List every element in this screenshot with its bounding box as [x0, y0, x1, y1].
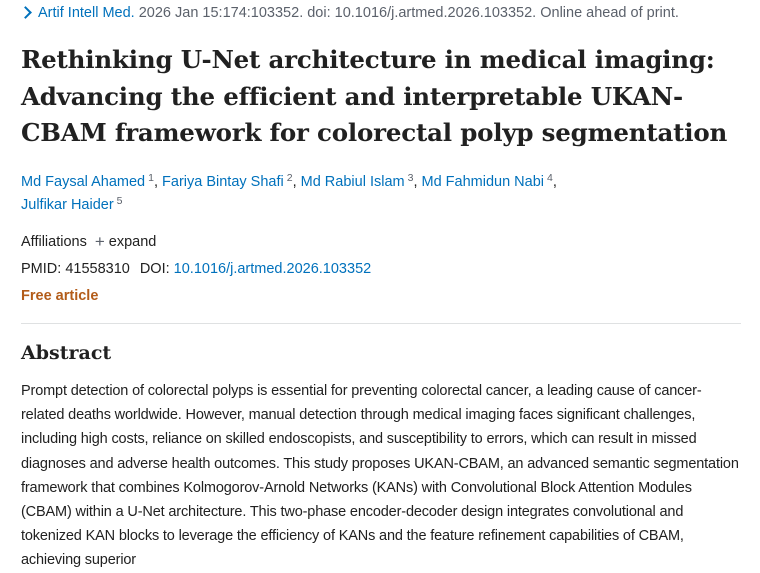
author-affiliation-number[interactable]: 2	[286, 172, 293, 184]
abstract-heading: Abstract	[21, 342, 112, 364]
author-affiliation-number[interactable]: 3	[407, 172, 414, 184]
free-article-badge: Free article	[21, 288, 99, 304]
author-link[interactable]: Fariya Bintay Shafi	[162, 174, 284, 190]
abstract-text: Prompt detection of colorectal polyps is essential for preventing colorectal cancer, a leading cause of cancer-related deaths worldwide. However, manual detection through medical imaging faces significant challenges, including high costs, reliance on skilled endoscopists, and susceptibility to errors, which can result in missed diagnoses and adverse health outcomes. This study proposes UKAN-CBAM, an advanced semantic segmentation framework that combines Kolmogorov-Arnold Networks (KANs) with Convolutional Block Attention Modules (CBAM) within a U-Net architecture. This two-phase encoder-decoder design integrates convolutional and tokenized KAN blocks to leverage the efficiency of KANs and the feature refinement capabilities of CBAM, achieving superior	[21, 383, 739, 569]
expand-button[interactable]	[95, 234, 157, 250]
author-list: Md Faysal Ahamed $^1$, Fariya Bintay Shafi $^2$, Md Rabiul Islam $^3$, Md Fahmidun Nabi $^4$, Julfikar Haider $^5$	[21, 172, 557, 213]
affiliations-label: Affiliations	[21, 234, 87, 250]
author-affiliation-number[interactable]: 4	[547, 172, 553, 184]
section-divider	[21, 323, 741, 324]
pmid-label: PMID:	[21, 261, 62, 277]
chevron-right-icon[interactable]	[19, 6, 32, 19]
expand-label: expand	[108, 234, 157, 250]
author-affiliation-number[interactable]: 1	[148, 172, 154, 184]
article-title: Rethinking U-Net architecture in medical imaging: Advancing the efficient and interpretable UKAN-CBAM framework for colorectal polyp segmentation	[21, 45, 728, 147]
doi-link[interactable]: 10.1016/j.artmed.2026.103352	[173, 261, 372, 277]
citation-details: 2026 Jan 15:174:103352. doi: 10.1016/j.artmed.2026.103352. Online ahead of print.	[138, 5, 679, 21]
author-link[interactable]: Md Rabiul Islam	[300, 174, 405, 190]
pmid-value: 41558310	[65, 261, 130, 277]
doi-label: DOI:	[139, 261, 170, 277]
author-link[interactable]: Md Fahmidun Nabi	[421, 174, 544, 190]
journal-link[interactable]: Artif Intell Med.	[38, 5, 135, 21]
author-link[interactable]: Md Faysal Ahamed	[21, 174, 146, 190]
affiliations-toggle[interactable]	[21, 233, 156, 251]
plus-icon: +	[94, 232, 105, 251]
citation-line	[21, 4, 679, 22]
identifiers	[21, 260, 371, 278]
author-affiliation-number[interactable]: 5	[116, 195, 123, 207]
author-link[interactable]: Julfikar Haider	[21, 197, 114, 213]
